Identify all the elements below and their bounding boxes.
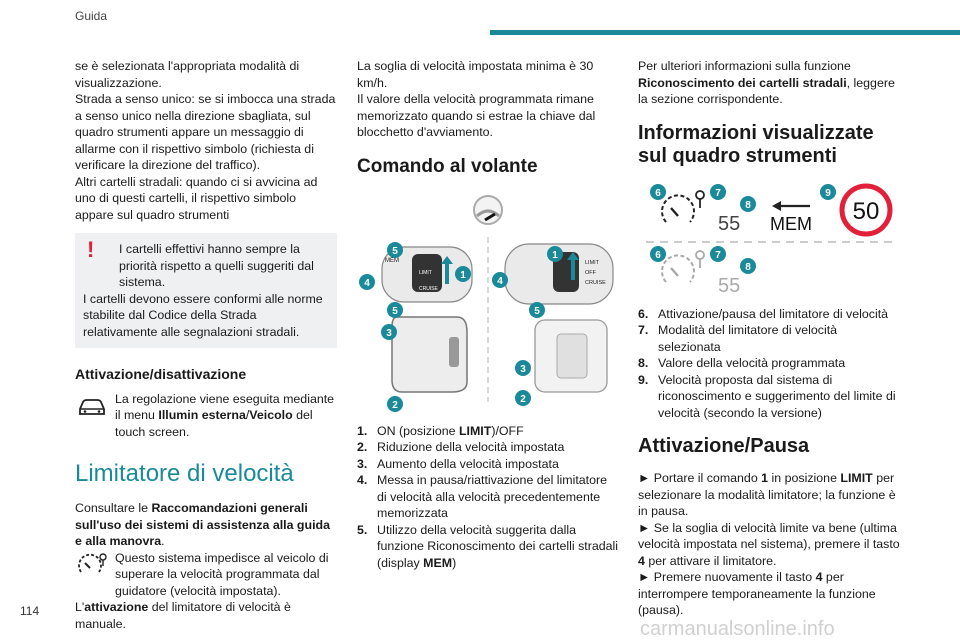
warning-box <box>75 233 337 348</box>
svg-text:LIMIT: LIMIT <box>585 259 600 266</box>
paragraph: La soglia di velocità impostata minima è 30 km/h. <box>357 59 594 90</box>
svg-text:8: 8 <box>745 199 751 211</box>
callout-badge-8 <box>740 258 756 274</box>
paragraph: Per ulteriori informazioni sulla funzione Riconoscimento dei cartelli stradali, leggere la sezione corrispondente. <box>638 59 895 106</box>
speed-limiter-paused-icon <box>662 251 704 282</box>
activation-manual-text: L'attivazione del limitatore di velocità è manuale. <box>75 600 291 631</box>
section-heading-activation: Attivazione/disattivazione <box>75 366 247 382</box>
section-heading-wheel: Comando al volante <box>357 155 538 177</box>
warning-icon: ! <box>87 237 95 262</box>
callout-badge-6 <box>650 246 666 262</box>
svg-text:5: 5 <box>392 305 398 317</box>
svg-text:4: 4 <box>497 275 503 287</box>
list-item: 5. Utilizzo della velocità suggerita dalla funzione Riconoscimento dei cartelli stradali (display MEM) <box>357 522 619 570</box>
callout-badge-5 <box>529 302 545 318</box>
header-section-title: Guida <box>75 9 108 23</box>
car-lights-icon <box>75 393 109 419</box>
svg-text:4: 4 <box>364 277 370 289</box>
arrow-left-icon <box>772 201 810 211</box>
svg-text:1: 1 <box>552 249 558 261</box>
list-item: 8. Valore della velocità programmata <box>638 356 846 370</box>
svg-text:2: 2 <box>520 393 526 405</box>
column-3 <box>638 58 900 619</box>
steering-control-illustration <box>357 192 619 417</box>
callout-badge-1 <box>455 266 471 282</box>
svg-text:2: 2 <box>392 399 398 411</box>
svg-text:50: 50 <box>852 197 880 225</box>
svg-text:1: 1 <box>460 269 466 281</box>
instruction-step: ► Se la soglia di velocità limite va bene (ultima velocità impostata nel sistema), premere il tasto 4 per attivare il limitatore. <box>638 520 900 568</box>
callout-badge-5 <box>387 302 403 318</box>
callout-badge-2 <box>515 390 531 406</box>
svg-text:MEM: MEM <box>385 257 399 264</box>
column-1 <box>75 58 337 632</box>
callout-badge-1 <box>547 246 563 262</box>
warning-text: I cartelli effettivi hanno sempre la priorità rispetto a quelli suggeriti dal sistema. <box>119 242 314 289</box>
warning-text: I cartelli devono essere conformi alle norme stabilite dal Codice della Strada relativamente alle segnalazioni stradali. <box>83 291 323 339</box>
section-heading-info: Informazioni visualizzate sul quadro strumenti <box>638 121 874 167</box>
speed-limiter-icon <box>662 191 704 222</box>
callout-badge-4 <box>492 272 508 288</box>
programmed-speed: 55 <box>718 212 741 235</box>
callout-badge-8 <box>740 196 756 212</box>
svg-text:6: 6 <box>655 187 661 199</box>
control-list <box>357 423 619 572</box>
list-item: 6. Attivazione/pausa del limitatore di velocità <box>638 306 889 321</box>
callout-badge-3 <box>515 360 531 376</box>
svg-text:6: 6 <box>655 249 661 261</box>
left-control-knob <box>392 317 467 392</box>
list-item: 9. Velocità proposta dal sistema di riconoscimento e suggerimento del limite di velocità (secondo la versione) <box>638 372 896 420</box>
speed-limiter-icon <box>75 552 109 578</box>
activation-text: La regolazione viene eseguita mediante il menu Illumin esterna/Veicolo del touch screen. <box>115 391 335 439</box>
instruction-step: ► Premere nuovamente il tasto 4 per interrompere temporaneamente la funzione (pausa). <box>638 570 876 617</box>
list-item: 1. ON (posizione LIMIT)/OFF <box>357 423 524 438</box>
svg-text:3: 3 <box>386 327 392 339</box>
paragraph: se è selezionata l'appropriata modalità di visualizzazione. <box>75 59 300 90</box>
consult-text: Consultare le Raccomandazioni generali sull'uso dei sistemi di assistenza alla guida e alla manovra. <box>75 501 330 548</box>
svg-text:5: 5 <box>392 245 398 257</box>
list-item: 4. Messa in pausa/riattivazione del limitatore di velocità alla velocità precedentemente memorizzata <box>357 473 608 520</box>
mem-label: MEM <box>770 213 812 234</box>
limiter-row <box>75 550 337 600</box>
svg-text:7: 7 <box>715 187 721 199</box>
svg-text:5: 5 <box>534 305 540 317</box>
list-item: 3. Aumento della velocità impostata <box>357 456 559 471</box>
section-heading-speed-limiter: Limitatore di velocità <box>75 460 294 487</box>
arrow-bullet-icon: ► <box>638 471 651 485</box>
arrow-bullet-icon: ► <box>638 570 651 584</box>
arrow-bullet-icon: ► <box>638 520 651 535</box>
callout-badge-3 <box>381 324 397 340</box>
instruction-step: ► Portare il comando 1 in posizione LIMIT per selezionare la modalità limitatore; la funzione è in pausa. <box>638 471 896 518</box>
svg-text:CRUISE: CRUISE <box>585 279 606 286</box>
watermark: carmanualsonline.info <box>640 618 835 640</box>
right-control-knob <box>535 320 607 392</box>
svg-text:8: 8 <box>745 261 751 273</box>
callout-badge-7 <box>710 246 726 262</box>
speed-limit-sign <box>842 186 890 234</box>
programmed-speed-paused: 55 <box>718 274 741 297</box>
display-list <box>638 306 900 422</box>
activation-row <box>75 391 337 441</box>
page-number: 114 <box>20 604 40 618</box>
svg-text:9: 9 <box>825 187 831 199</box>
svg-text:OFF: OFF <box>585 269 596 276</box>
section-heading-activation-pause: Attivazione/Pausa <box>638 435 810 457</box>
paragraph: Altri cartelli stradali: quando ci si avvicina ad uno di questi cartelli, il rispettivo simbolo appare sul quadro strumenti <box>75 174 318 222</box>
svg-text:CRUISE: CRUISE <box>419 285 438 292</box>
callout-badge-7 <box>710 184 726 200</box>
callout-badge-9 <box>820 184 836 200</box>
paragraph: Il valore della velocità programmata rimane memorizzato quando si estrae la chiave dal blocchetto d'avviamento. <box>357 92 596 139</box>
paragraph: Strada a senso unico: se si imbocca una strada a senso unico nella direzione sbagliata, sul quadro strumenti appare un messaggio di allarme con il rispettivo simbolo (richiesta di verificare la direzione del traffico). <box>75 92 336 172</box>
callout-badge-4 <box>359 274 375 290</box>
instrument-panel-illustration <box>638 180 900 298</box>
callout-badge-2 <box>387 396 403 412</box>
column-2 <box>357 58 619 571</box>
svg-text:7: 7 <box>715 249 721 261</box>
callout-badge-5 <box>387 242 403 258</box>
svg-text:3: 3 <box>520 363 526 375</box>
steering-wheel-icon <box>474 196 502 224</box>
list-item: 2. Riduzione della velocità impostata <box>357 440 565 454</box>
limiter-text: Questo sistema impedisce al veicolo di superare la velocità programmata dal guidatore (velocità impostata). <box>115 550 329 598</box>
svg-text:LIMIT: LIMIT <box>419 269 432 276</box>
callout-badge-6 <box>650 184 666 200</box>
header-accent-bar <box>490 30 960 35</box>
list-item: 7. Modalità del limitatore di velocità selezionata <box>638 323 838 354</box>
